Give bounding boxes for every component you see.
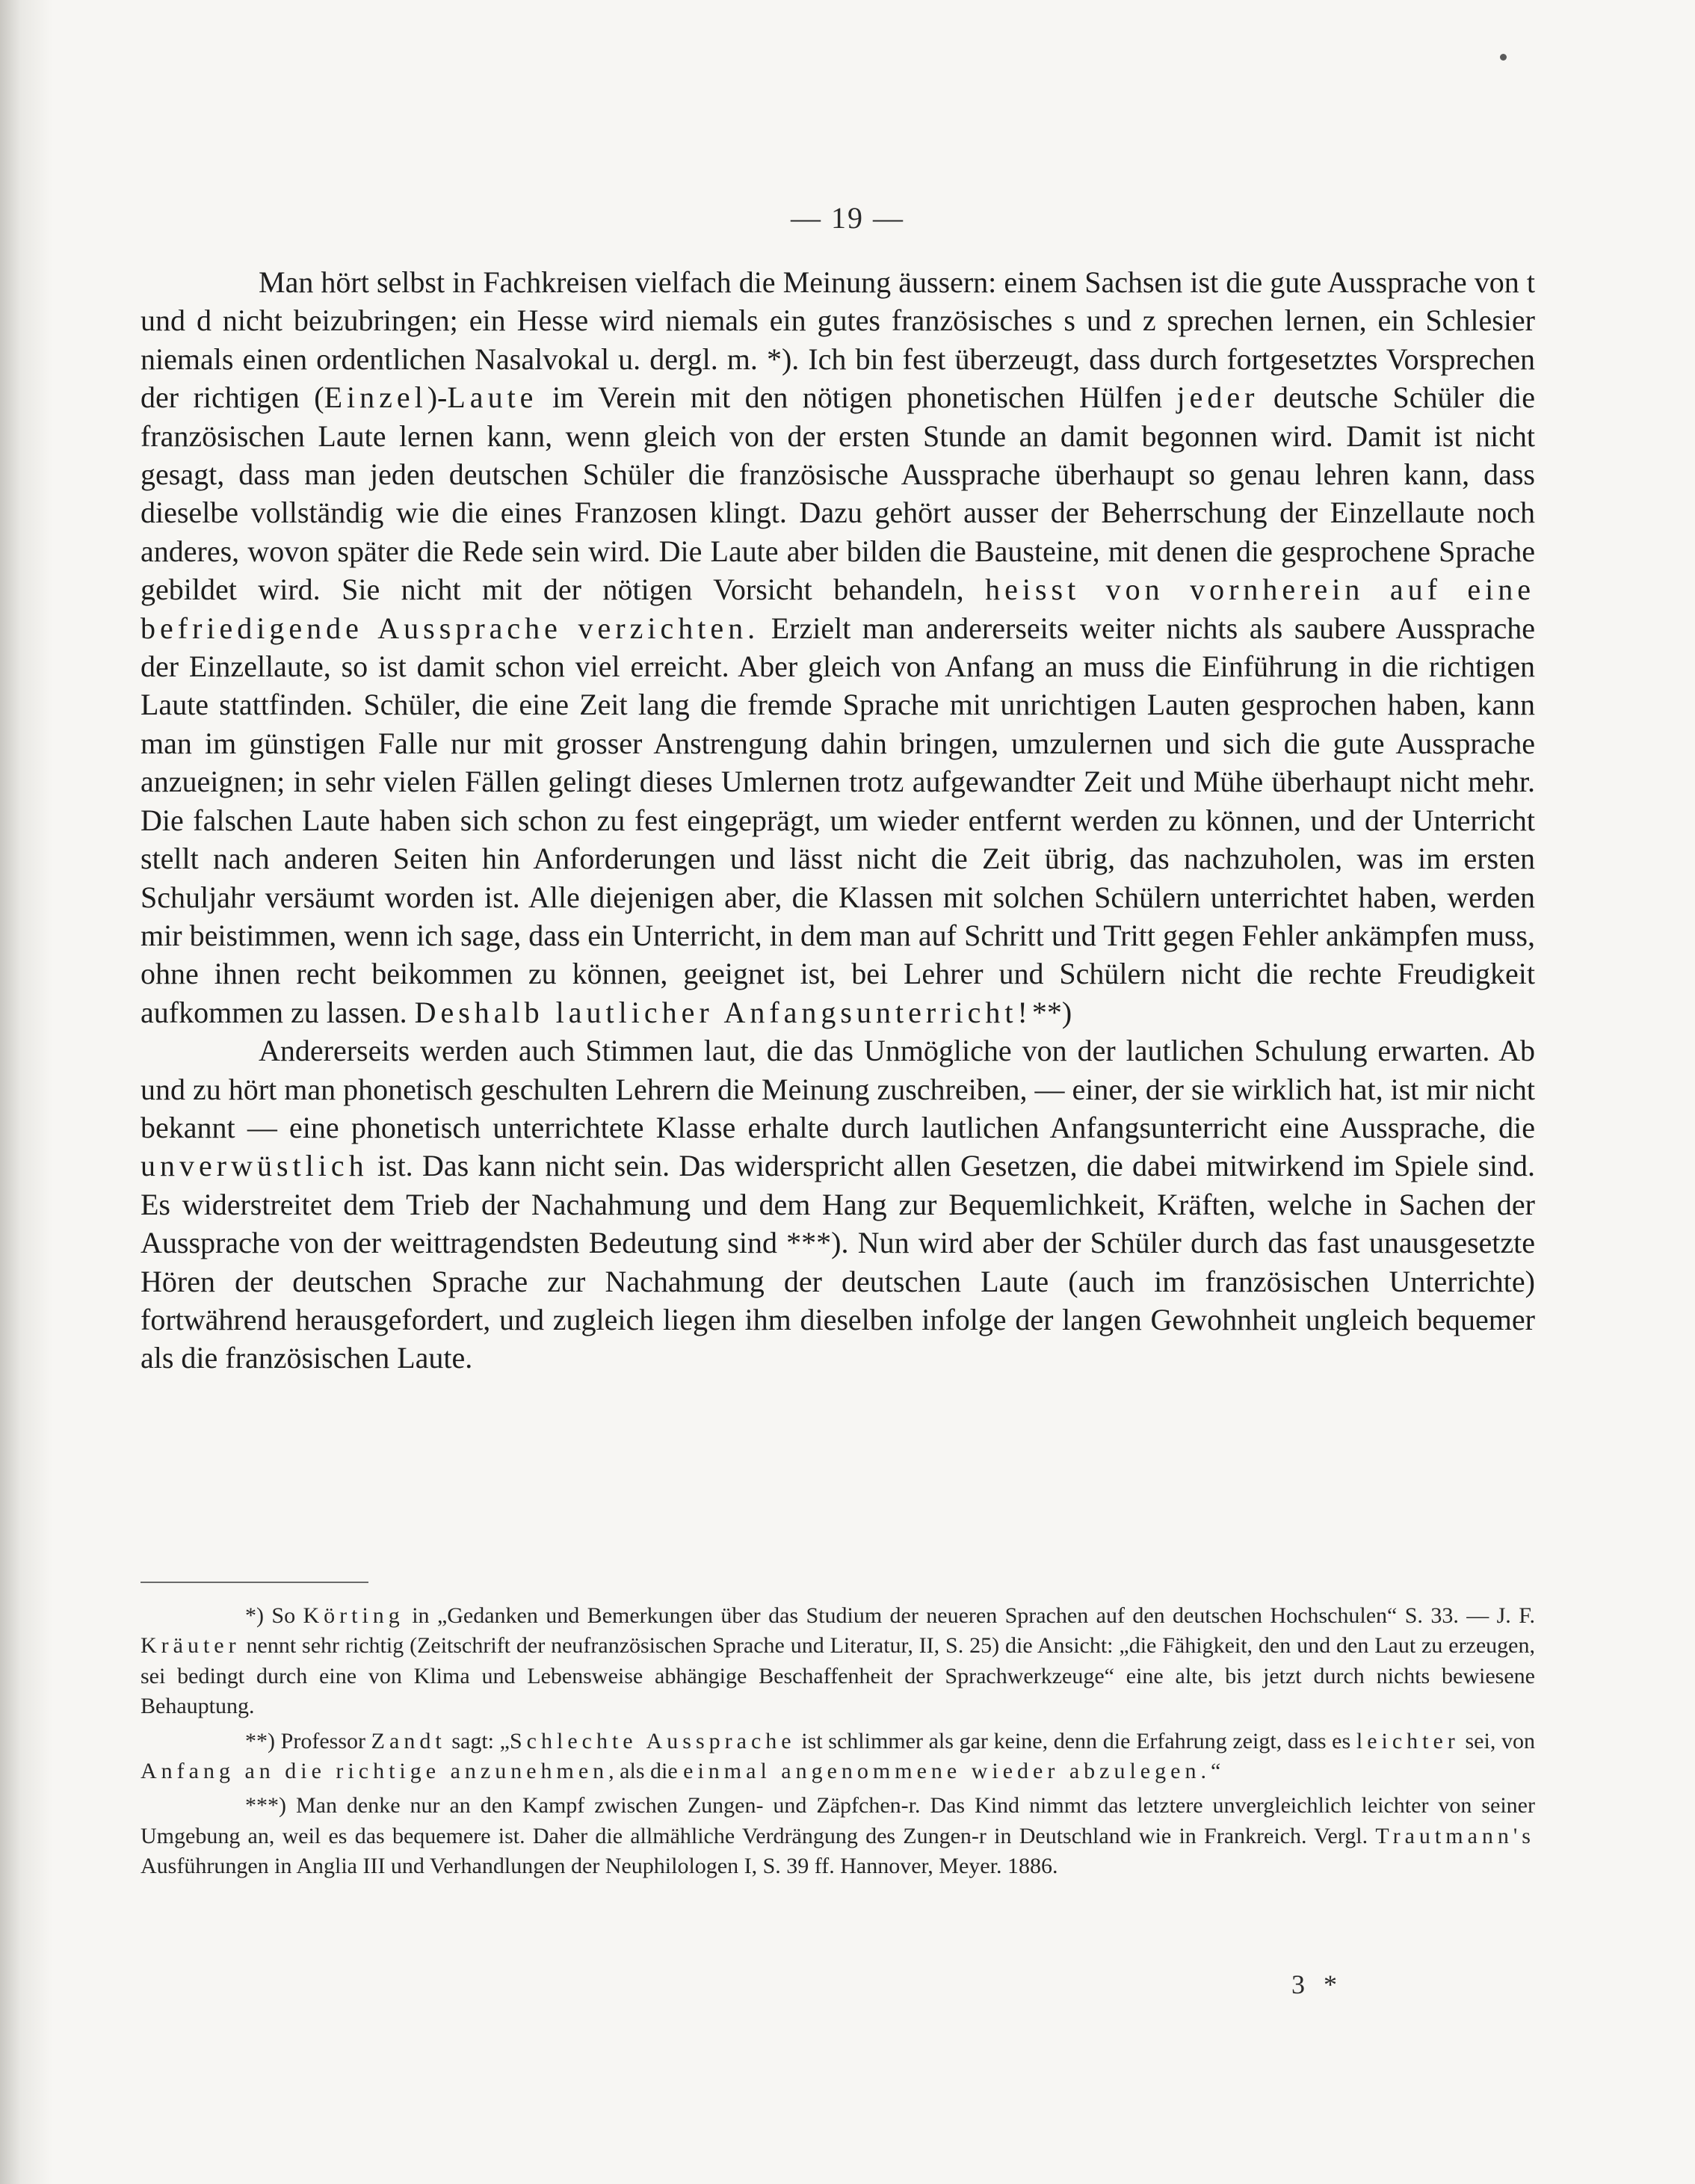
text-run: Andererseits werden auch Stimmen laut, die das Unmögliche von der lautlichen Schulung erwarten. Ab und zu hört man phonetisch geschulten Lehrern die Meinung zuschreiben, — einer, der sie wirklich hat, ist mir nicht bekannt — eine phonetisch unterrichtete Klasse erhalte durch lautlichen Anfangsunterricht eine Aussprache, die [141, 1034, 1535, 1144]
paragraph [141, 1031, 1535, 1378]
spaced-text: Kräuter [141, 1633, 241, 1659]
spaced-text: Trautmann's [1375, 1823, 1535, 1848]
text-run: sei, von [1459, 1728, 1535, 1753]
text-run: “ [1210, 1759, 1221, 1784]
text-run: nennt sehr richtig (Zeitschrift der neufranzösischen Sprache und Literatur, II, S. 25) die Ansicht: „die Fähigkeit, den und den Laut zu erzeugen, sei bedingt durch eine von Klima und Lebensweise abhängige Beschaffenheit der Sprachwerkzeuge“ eine alte, bis jetzt durch nichts bewiesene Behauptung. [141, 1633, 1535, 1719]
spaced-text: unverwüstlich [141, 1149, 368, 1183]
text-run: ***) Man denke nur an den Kampf zwischen Zungen- und Zäpfchen-r. Das Kind nimmt das letztere unvergleichlich leichter von seiner Umgebung an, weil es das bequemere ist. Daher die allmähliche Verdrängung des Zungen-r in Deutschland wie in Frankreich. Vergl. [141, 1793, 1535, 1848]
footnote [141, 1601, 1535, 1722]
spaced-text: jeder [1176, 380, 1259, 415]
text-run: ist schlimmer als gar keine, denn die Erfahrung zeigt, dass es [795, 1728, 1356, 1753]
text-run: **) Professor [245, 1728, 371, 1753]
text-run: Man hört selbst in Fachkreisen vielfach die Meinung äussern: einem Sachsen ist die gute Aussprache von t und d nicht beizubringen; ein Hesse wird niemals ein gutes französisches s und z sprechen lernen, ein Schlesier niemals einen ordentlichen Nasalvokal u. dergl. m. *). Ich bin fest überzeugt, dass durch fortgesetztes Vorsprechen der richtigen ( [141, 265, 1535, 415]
spaced-text: Deshalb lautlicher Anfangsunterricht! [414, 995, 1032, 1029]
text-run: *) So [245, 1603, 303, 1628]
spaced-text: Einzel [324, 380, 427, 415]
footnote [141, 1727, 1535, 1787]
text-run: Erzielt man andererseits weiter nichts als saubere Aussprache der Einzellaute, so ist damit schon viel erreicht. Aber gleich von Anfang an muss die Einführung in die richtigen Laute stattfinden. Schüler, die eine Zeit lang die fremde Sprache mit unrichtigen Lauten gesprochen haben, kann man im günstigen Falle nur mit grosser Anstrengung dahin bringen, umzulernen und sich die gute Aussprache anzueignen; in sehr vielen Fällen gelingt dieses Umlernen trotz aufgewandter Zeit und Mühe überhaupt nicht mehr. Die falschen Laute haben sich schon zu fest eingeprägt, um wieder entfernt werden zu können, und der Unterricht stellt nach anderen Seiten hin Anforderungen und lässt nicht die Zeit übrig, das nachzuholen, was im ersten Schuljahr versäumt worden ist. Alle diejenigen aber, die Klassen mit solchen Schülern unterrichtet haben, werden mir beistimmen, wenn ich sage, dass ein Unterricht, in dem man auf Schritt und Tritt gegen Fehler ankämpfen muss, ohne ihnen recht beikommen zu können, geeignet ist, bei Lehrer und Schülern nicht die rechte Freudigkeit aufkommen zu lassen. [141, 611, 1536, 1029]
spaced-text: Laute [447, 380, 538, 415]
text-run: deutsche Schüler die französischen Laute lernen kann, wenn gleich von der ersten Stunde an damit begonnen wird. Damit ist nicht gesagt, dass man jeden deutschen Schüler die französische Aussprache überhaupt so genau lehren kann, dass dieselbe vollständig wie die eines Franzosen klingt. Dazu gehört ausser der Beherrschung der Einzellaute noch anderes, wovon später die Rede sein wird. Die Laute aber bilden die Bausteine, mit denen die gesprochene Sprache gebildet wird. Sie nicht mit der nötigen Vorsicht behandeln, [141, 380, 1535, 607]
text-run: ist. Das kann nicht sein. Das widerspricht allen Gesetzen, die dabei mitwirkend im Spiele sind. Es widerstreitet dem Trieb der Nachahmung und dem Hang zur Bequemlichkeit, Kräften, welche in Sachen der Aussprache von der weittragendsten Bedeutung sind ***). Nun wird aber der Schüler durch das fast unausgesetzte Hören der deutschen Sprache zur Nachahmung der deutschen Laute (auch im französischen Unterrichte) fortwährend herausgefordert, und zugleich liegen ihm dieselben infolge der langen Gewohnheit ungleich bequemer als die französischen Laute. [141, 1149, 1535, 1375]
page-number: — 19 — [791, 201, 904, 235]
text-run: im Verein mit den nötigen phonetischen Hülfen [537, 380, 1177, 415]
speck-mark [1500, 54, 1507, 61]
text-run: Ausführungen in Anglia III und Verhandlungen der Neuphilologen I, S. 39 ff. Hannover, Meyer. 1886. [141, 1854, 1058, 1879]
main-text [141, 263, 1535, 1378]
text-run: **) [1031, 995, 1072, 1029]
spaced-text: Zandt [371, 1728, 446, 1753]
text-run: , als die [608, 1759, 684, 1784]
text-run: in „Gedanken und Bemerkungen über das Studium der neueren Sprachen auf den deutschen Hochschulen“ S. 33. — J. F. [404, 1603, 1535, 1628]
footnote [141, 1791, 1535, 1881]
footnote-rule [141, 1582, 368, 1583]
spaced-text: Körting [303, 1603, 404, 1628]
binding-shadow [0, 0, 52, 2184]
text-run: )- [427, 380, 448, 415]
text-run: sagt: „ [445, 1728, 510, 1753]
spaced-text: heisst von vornherein auf eine befriedigende Aussprache verzichten. [141, 573, 1535, 645]
spaced-text: Schlechte Aussprache [510, 1728, 796, 1753]
spaced-text: leichter [1356, 1728, 1460, 1753]
spaced-text: Anfang an die richtige anzunehmen [141, 1759, 609, 1784]
signature-mark: 3 * [1291, 1969, 1343, 1999]
spaced-text: einmal angenommene wieder abzulegen. [683, 1759, 1211, 1784]
footnotes [141, 1601, 1535, 1887]
paragraph [141, 263, 1535, 1031]
